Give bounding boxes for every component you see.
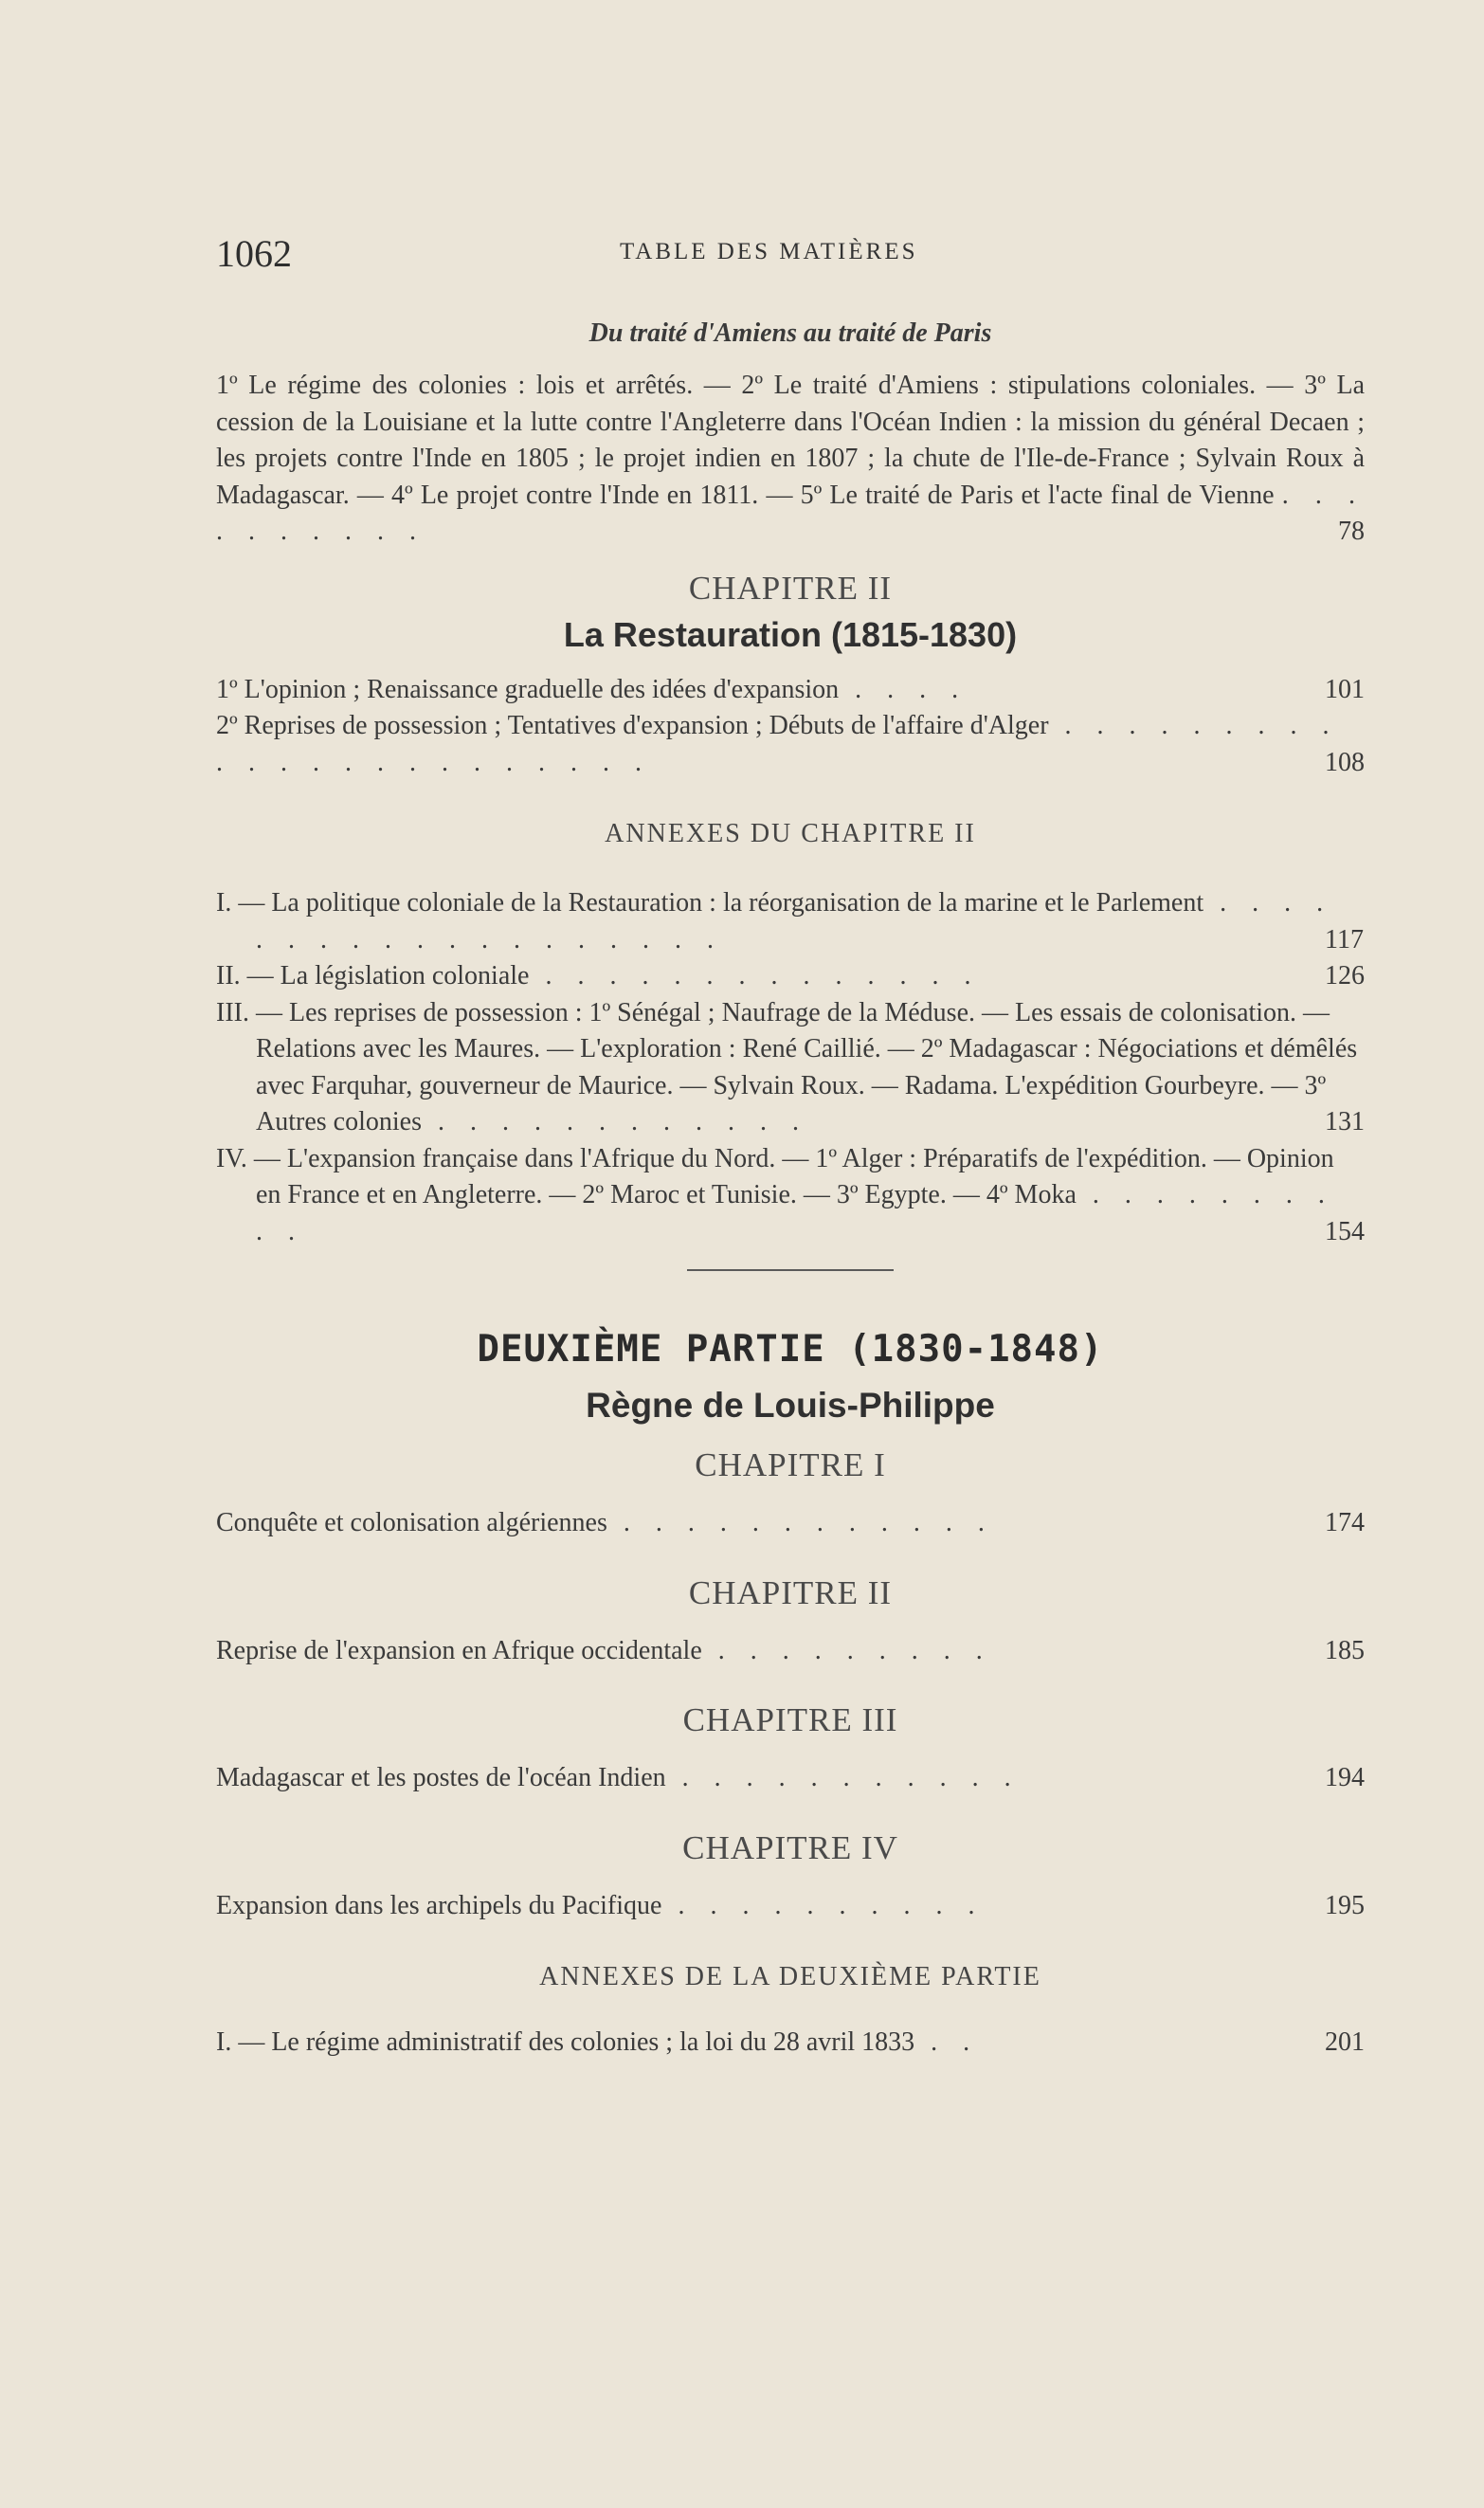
- dot-leader: . . . . . . . . . .: [256, 1180, 1334, 1246]
- dot-leader: . .: [914, 2027, 980, 2057]
- entry-page: 108: [1325, 747, 1365, 777]
- entry-text: 1º L'opinion ; Renaissance graduelle des idées d'expansion: [216, 674, 840, 704]
- dot-leader: . . . . . . . . . . . . . . . . . . . . . . .: [216, 711, 1339, 777]
- annex-heading: ANNEXES DE LA DEUXIÈME PARTIE: [539, 1962, 1041, 1991]
- dot-leader: . . . . . . . . .: [701, 1635, 992, 1665]
- entry-text: Reprise de l'expansion en Afrique occidentale: [216, 1635, 702, 1665]
- toc-entry[interactable]: [216, 708, 1365, 781]
- entry-page: 101: [1325, 674, 1365, 704]
- entry-page: 194: [1325, 1763, 1365, 1792]
- toc-entry[interactable]: I. — La politique coloniale de la Restauration : la réorganisation de la marine et le Parlement . . . . . . . . . . . . . . . . . . . 117: [216, 888, 1364, 954]
- entry-text: Conquête et colonisation algériennes: [216, 1508, 607, 1537]
- part-title: DEUXIÈME PARTIE (1830-1848): [477, 1328, 1104, 1371]
- section-title: Du traité d'Amiens au traité de Paris: [588, 318, 992, 348]
- dot-leader: . . . . . . . . . . .: [665, 1763, 1021, 1792]
- toc-entry[interactable]: [216, 672, 1365, 709]
- dot-leader: . . . . . . . . . . . . . .: [529, 961, 981, 990]
- entry-text: Expansion dans les archipels du Pacifique: [216, 1890, 662, 1920]
- entry-page: 174: [1325, 1508, 1365, 1537]
- chapter-heading: CHAPITRE II: [688, 569, 893, 607]
- toc-entry[interactable]: [216, 1888, 1365, 1925]
- section-divider: [687, 1269, 894, 1271]
- toc-entry[interactable]: [216, 368, 1365, 551]
- running-title: TABLE DES MATIÈRES: [620, 239, 918, 264]
- entry-text: Madagascar et les postes de l'océan Indien: [216, 1763, 666, 1792]
- dot-leader: . . . .: [839, 674, 968, 704]
- entry-text: II. — La législation coloniale: [216, 961, 530, 990]
- dot-leader: . . . . . . . . . .: [661, 1890, 985, 1920]
- chapter-heading: CHAPITRE IV: [682, 1828, 898, 1866]
- chapter-subtitle: La Restauration (1815-1830): [563, 614, 1018, 654]
- annex-heading: ANNEXES DU CHAPITRE II: [605, 819, 976, 848]
- entry-page: 185: [1325, 1635, 1365, 1665]
- page-number: 1062: [216, 232, 292, 275]
- entry-text: I. — Le régime administratif des colonies ; la loi du 28 avril 1833: [216, 2027, 915, 2057]
- toc-entry[interactable]: [216, 1760, 1365, 1797]
- dot-leader: . . . . . . . . . .: [216, 480, 1366, 546]
- dot-leader: . . . . . . . . . . . .: [606, 1508, 994, 1537]
- toc-entry[interactable]: IV. — L'expansion française dans l'Afrique du Nord. — 1º Alger : Préparatifs de l'expédition. — Opinion en France et en Angleterre. — 2º Maroc et Tunisie. — 3º Egypte. — 4º Moka . . . . . . . . . . 154: [216, 1143, 1365, 1246]
- chapter-heading: CHAPITRE II: [688, 1573, 893, 1611]
- part-subtitle: Règne de Louis-Philippe: [586, 1386, 995, 1425]
- dot-leader: . . . . . . . . . . . .: [421, 1107, 808, 1136]
- entry-text: I. — La politique coloniale de la Restauration : la réorganisation de la marine et le Parlement: [216, 888, 1204, 918]
- chapter-heading: CHAPITRE I: [695, 1446, 886, 1483]
- toc-entry[interactable]: I. — Le régime administratif des colonies ; la loi du 28 avril 1833 . . 201: [216, 2027, 1365, 2057]
- toc-entry[interactable]: II. — La législation coloniale . . . . . . . . . . . . . . 126: [216, 961, 1365, 990]
- toc-entry[interactable]: [216, 1633, 1365, 1670]
- entry-text: 2º Reprises de possession ; Tentatives d'expansion ; Débuts de l'affaire d'Alger: [216, 711, 1049, 740]
- entry-page: 78: [1338, 517, 1365, 546]
- chapter-heading: CHAPITRE III: [682, 1701, 898, 1738]
- toc-content: [216, 318, 1365, 2062]
- entry-text: IV. — L'expansion française dans l'Afrique du Nord. — 1º Alger : Préparatifs de l'expédition. — Opinion en France et en Angleterre. — 2º Maroc et Tunisie. — 3º Egypte. — 4º Moka: [216, 1143, 1334, 1209]
- entry-text: 1º Le régime des colonies : lois et arrêtés. — 2º Le traité d'Amiens : stipulations coloniales. — 3º La cession de la Louisiane et la lutte contre l'Angleterre dans l'Océan Indien : la mission du général Decaen ; les projets contre l'Inde en 1805 ; le projet indien en 1807 ; la chute de l'Ile-de-France ; Sylvain Roux à Madagascar. — 4º Le projet contre l'Inde en 1811. — 5º Le traité de Paris et l'acte final de Vienne: [216, 371, 1365, 510]
- toc-entry[interactable]: III. — Les reprises de possession : 1º Sénégal ; Naufrage de la Méduse. — Les essais de colonisation. — Relations avec les Maures. — L'exploration : René Caillié. — 2º Madagascar : Négociations et démêlés avec Farquhar, gouverneur de Maurice. — Sylvain Roux. — Radama. L'expédition Gourbeyre. — 3º Autres colonies . . . . . . . . . . . . 131: [216, 997, 1365, 1136]
- dot-leader: . . . . . . . . . . . . . . . . . . .: [256, 888, 1333, 954]
- entry-page: 195: [1325, 1890, 1365, 1920]
- entry-text: III. — Les reprises de possession : 1º Sénégal ; Naufrage de la Méduse. — Les essais de colonisation. — Relations avec les Maures. — L'exploration : René Caillié. — 2º Madagascar : Négociations et démêlés avec Farquhar, gouverneur de Maurice. — Sylvain Roux. — Radama. L'expédition Gourbeyre. — 3º Autres colonies: [216, 997, 1358, 1136]
- toc-entry[interactable]: [216, 1505, 1365, 1542]
